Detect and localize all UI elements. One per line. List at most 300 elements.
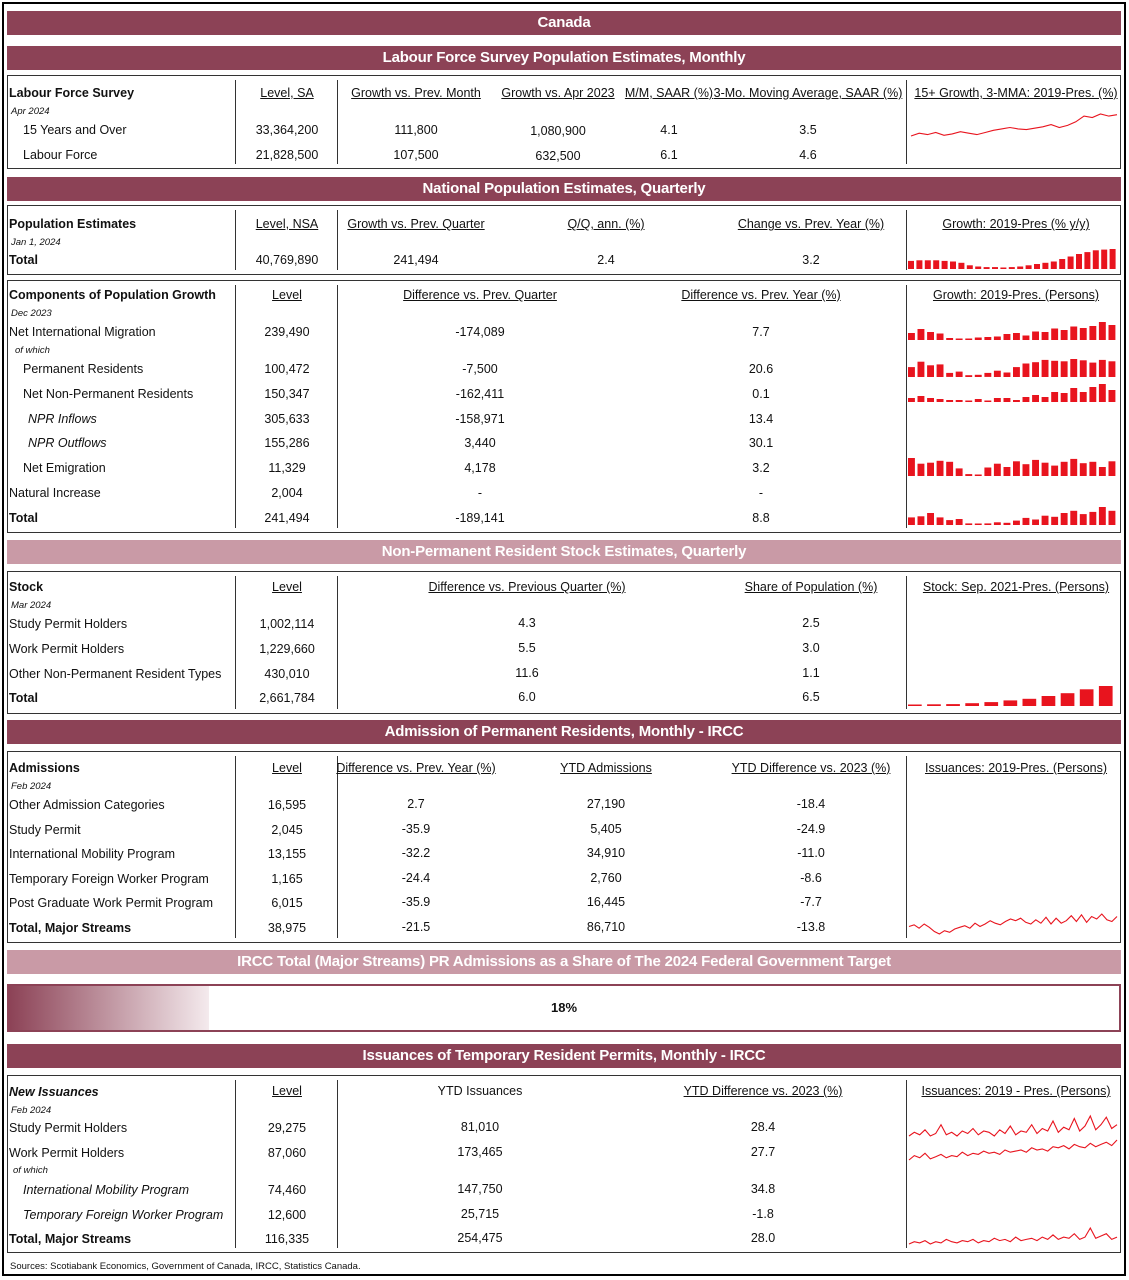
spark-bar bbox=[918, 396, 925, 402]
spark-bar bbox=[1070, 359, 1077, 377]
apr-row-label: Post Graduate Work Permit Program bbox=[9, 896, 214, 910]
spark-bar bbox=[1099, 360, 1106, 377]
spark-bar bbox=[975, 338, 982, 341]
cpg-cell: 239,490 bbox=[264, 325, 310, 339]
npe-col-level: Level, NSA bbox=[255, 217, 319, 231]
apr-cell: -18.4 bbox=[796, 797, 826, 811]
spark-bar bbox=[1051, 262, 1057, 270]
spark-bar bbox=[1004, 467, 1011, 476]
cpg-col-year: Difference vs. Prev. Year (%) bbox=[681, 288, 841, 302]
spark-bar bbox=[1023, 397, 1030, 402]
trp-cell: 25,715 bbox=[460, 1207, 500, 1221]
cpg-row-label: NPR Outflows bbox=[28, 436, 107, 450]
apr-cell: 16,445 bbox=[586, 895, 626, 909]
spark-bar bbox=[1061, 693, 1075, 706]
apr-cell: -11.0 bbox=[797, 846, 825, 860]
spark-bar bbox=[1076, 254, 1082, 269]
cpg-cell: 3,440 bbox=[464, 436, 496, 450]
npe-cell: 3.2 bbox=[802, 253, 820, 267]
trp-row-label: Total, Major Streams bbox=[9, 1232, 132, 1246]
spark-bar bbox=[1089, 462, 1096, 476]
npr-col-share: Share of Population (%) bbox=[744, 580, 878, 594]
spark-bar bbox=[1061, 462, 1068, 476]
trp-cell: 27.7 bbox=[750, 1145, 776, 1159]
spark-bar bbox=[958, 263, 964, 269]
cpg-cell: - bbox=[477, 486, 483, 500]
spark-bar bbox=[1023, 699, 1037, 706]
spark-bar bbox=[1080, 392, 1087, 402]
apr-cell: -35.9 bbox=[401, 822, 431, 836]
apr-section-title: Admission of Permanent Residents, Monthly - IRCC bbox=[7, 720, 1121, 744]
cpg-cell: 20.6 bbox=[748, 362, 774, 376]
apr-cell: 2.7 bbox=[407, 797, 425, 811]
cpg-cell: 305,633 bbox=[264, 412, 310, 426]
cpg-cell: 3.2 bbox=[752, 461, 770, 475]
spark-bar bbox=[1068, 257, 1074, 270]
trp-spark-total bbox=[908, 1226, 1118, 1246]
trp-cell: 28.0 bbox=[750, 1231, 776, 1245]
spark-bar bbox=[1032, 332, 1039, 341]
npr-sparkbars bbox=[908, 684, 1118, 706]
spark-bar bbox=[1004, 334, 1011, 340]
cpg-spark-emig bbox=[908, 456, 1118, 476]
lfs-row-label: Labour Force bbox=[23, 148, 98, 162]
spark-bar bbox=[965, 523, 972, 525]
spark-bar bbox=[975, 524, 982, 526]
cpg-row-label: Net Non-Permanent Residents bbox=[23, 387, 194, 401]
spark-bar bbox=[956, 339, 963, 341]
spark-bar bbox=[984, 702, 998, 706]
spark-bar bbox=[1080, 689, 1094, 706]
npe-chart-title: Growth: 2019-Pres (% y/y) bbox=[942, 217, 1090, 231]
trp-row-label: Work Permit Holders bbox=[9, 1146, 125, 1160]
spark-bar bbox=[1070, 459, 1077, 476]
apr-cell: 38,975 bbox=[267, 921, 307, 935]
lfs-cell: 111,800 bbox=[394, 123, 438, 137]
spark-bar bbox=[1013, 521, 1020, 525]
apr-cell: -8.6 bbox=[800, 871, 822, 885]
spark-bar bbox=[1013, 333, 1020, 340]
spark-bar bbox=[1061, 330, 1068, 340]
trp-cell: -1.8 bbox=[752, 1207, 774, 1221]
npe-cell: 40,769,890 bbox=[255, 253, 319, 267]
cpg-cell: -174,089 bbox=[455, 325, 505, 339]
npr-cell: 5.5 bbox=[518, 641, 536, 655]
spark-bar bbox=[908, 517, 915, 525]
npr-chart-title: Stock: Sep. 2021-Pres. (Persons) bbox=[922, 580, 1110, 594]
npr-row-label: Total bbox=[9, 691, 38, 705]
spark-bar bbox=[1000, 268, 1006, 270]
spark-bar bbox=[975, 375, 982, 377]
apr-cell: -13.8 bbox=[796, 920, 826, 934]
spark-bar bbox=[918, 329, 925, 340]
npr-col-diff: Difference vs. Previous Quarter (%) bbox=[428, 580, 626, 594]
cpg-spark-pr bbox=[908, 357, 1118, 377]
npe-head: Population Estimates bbox=[9, 217, 137, 231]
spark-bar bbox=[1032, 362, 1039, 377]
spark-bar bbox=[975, 267, 981, 270]
spark-bar bbox=[1013, 400, 1020, 402]
spark-bar bbox=[937, 364, 944, 377]
cpg-row-label: Permanent Residents bbox=[23, 362, 144, 376]
lfs-row-label: 15 Years and Over bbox=[23, 123, 127, 137]
npr-cell: 4.3 bbox=[518, 616, 536, 630]
apr-col-level: Level bbox=[272, 761, 302, 775]
cpg-spark-nim bbox=[908, 320, 1118, 340]
cpg-cell: 13.4 bbox=[748, 412, 774, 426]
spark-bar bbox=[918, 362, 925, 377]
spark-bar bbox=[1061, 393, 1068, 402]
spark-bar bbox=[1080, 328, 1087, 340]
cpg-col-quarter: Difference vs. Prev. Quarter bbox=[403, 288, 557, 302]
lfs-cell: 6.1 bbox=[660, 148, 678, 162]
lfs-cell: 107,500 bbox=[393, 148, 439, 162]
apr-cell: 27,190 bbox=[586, 797, 626, 811]
spark-bar bbox=[908, 398, 915, 402]
spark-bar bbox=[1109, 390, 1116, 402]
npr-cell: 2,661,784 bbox=[259, 691, 315, 705]
spark-bar bbox=[946, 704, 960, 706]
spark-bar bbox=[956, 400, 963, 402]
spark-bar bbox=[1051, 361, 1058, 377]
npr-date: Mar 2024 bbox=[11, 600, 52, 611]
spark-bar bbox=[1023, 464, 1030, 476]
npr-cell: 6.5 bbox=[802, 690, 820, 704]
cpg-cell: -158,971 bbox=[455, 412, 505, 426]
cpg-cell: -7,500 bbox=[462, 362, 498, 376]
trp-cell: 254,475 bbox=[457, 1231, 503, 1245]
trp-chart-title: Issuances: 2019 - Pres. (Persons) bbox=[921, 1084, 1111, 1098]
spark-bar bbox=[1099, 467, 1106, 476]
spark-bar bbox=[1109, 325, 1116, 340]
npr-cell: 6.0 bbox=[518, 690, 536, 704]
spark-line bbox=[911, 114, 1117, 136]
npe-sparkbars bbox=[908, 247, 1118, 269]
spark-bar bbox=[1023, 336, 1030, 341]
spark-bar bbox=[1004, 700, 1018, 706]
trp-spark-work bbox=[908, 1138, 1118, 1162]
spark-bar bbox=[946, 400, 953, 402]
spark-bar bbox=[1093, 250, 1099, 269]
npr-head: Stock bbox=[9, 580, 44, 594]
npr-cell: 1.1 bbox=[802, 666, 820, 680]
spark-bar bbox=[1099, 507, 1106, 525]
cpg-cell: -162,411 bbox=[455, 387, 505, 401]
spark-bar bbox=[965, 474, 972, 476]
cpg-cell: - bbox=[758, 486, 764, 500]
spark-bar bbox=[1099, 322, 1106, 340]
apr-row-label: Total, Major Streams bbox=[9, 921, 132, 935]
spark-bar bbox=[950, 262, 956, 270]
spark-bar bbox=[1089, 512, 1096, 525]
trp-of-which: of which bbox=[13, 1165, 48, 1176]
spark-bar bbox=[965, 401, 972, 403]
spark-bar bbox=[1051, 517, 1058, 525]
spark-bar bbox=[956, 372, 963, 377]
spark-bar bbox=[1013, 461, 1020, 476]
spark-bar bbox=[1061, 361, 1068, 377]
spark-bar bbox=[994, 522, 1001, 525]
apr-cell: 16,595 bbox=[267, 798, 307, 812]
spark-bar bbox=[1042, 696, 1056, 706]
npr-cell: 11.6 bbox=[515, 666, 539, 680]
spark-bar bbox=[994, 337, 1001, 341]
apr-row-label: Study Permit bbox=[9, 823, 81, 837]
cpg-chart-title: Growth: 2019-Pres. (Persons) bbox=[932, 288, 1100, 302]
trp-cell: 173,465 bbox=[457, 1145, 503, 1159]
spark-bar bbox=[916, 260, 922, 269]
cpg-cell: 4,178 bbox=[464, 461, 496, 475]
spark-bar bbox=[946, 462, 953, 476]
spark-bar bbox=[984, 337, 991, 340]
npr-row-label: Work Permit Holders bbox=[9, 642, 125, 656]
spark-bar bbox=[946, 520, 953, 525]
trp-cell: 29,275 bbox=[267, 1121, 307, 1135]
target-section-title: IRCC Total (Major Streams) PR Admissions as a Share of The 2024 Federal Government Target bbox=[7, 950, 1121, 974]
cpg-cell: 155,286 bbox=[264, 436, 310, 450]
spark-bar bbox=[975, 399, 982, 402]
apr-cell: -21.5 bbox=[401, 920, 431, 934]
apr-row-label: Other Admission Categories bbox=[9, 798, 165, 812]
spark-bar bbox=[1026, 265, 1032, 269]
trp-head: New Issuances bbox=[9, 1085, 99, 1099]
trp-row-label: Study Permit Holders bbox=[9, 1121, 128, 1135]
spark-bar bbox=[946, 373, 953, 377]
npr-cell: 1,002,114 bbox=[259, 617, 315, 631]
spark-bar bbox=[1109, 511, 1116, 525]
spark-bar bbox=[927, 704, 941, 706]
spark-bar bbox=[984, 401, 991, 403]
lfs-section-title: Labour Force Survey Population Estimates, Monthly bbox=[7, 46, 1121, 70]
lfs-cell: 632,500 bbox=[535, 149, 581, 163]
cpg-panel bbox=[7, 280, 1121, 533]
spark-bar bbox=[1032, 395, 1039, 402]
spark-bar bbox=[1042, 332, 1049, 340]
spark-bar bbox=[1099, 686, 1113, 706]
spark-bar bbox=[918, 516, 925, 525]
trp-cell: 87,060 bbox=[267, 1146, 307, 1160]
npr-row-label: Study Permit Holders bbox=[9, 617, 128, 631]
apr-col-ytd-diff: YTD Difference vs. 2023 (%) bbox=[731, 761, 891, 775]
lfs-col-growth-year: Growth vs. Apr 2023 bbox=[501, 86, 615, 100]
cpg-row-label: Net Emigration bbox=[23, 461, 106, 475]
trp-spark-study bbox=[908, 1114, 1118, 1138]
spark-bar bbox=[984, 523, 991, 525]
spark-bar bbox=[965, 375, 972, 377]
spark-bar bbox=[927, 463, 934, 476]
target-progress-value: 18% bbox=[550, 1000, 578, 1015]
spark-bar bbox=[965, 703, 979, 706]
cpg-row-label: Net International Migration bbox=[9, 325, 156, 339]
npe-date: Jan 1, 2024 bbox=[11, 237, 61, 248]
spark-bar bbox=[1009, 267, 1015, 269]
spark-bar bbox=[1084, 252, 1090, 269]
npr-col-level: Level bbox=[272, 580, 302, 594]
spark-bar bbox=[927, 398, 934, 402]
apr-cell: -32.2 bbox=[401, 846, 431, 860]
spark-bar bbox=[1004, 523, 1011, 525]
cpg-cell: 2,004 bbox=[271, 486, 303, 500]
spark-bar bbox=[1034, 264, 1040, 269]
spark-bar bbox=[946, 338, 953, 340]
cpg-cell: 241,494 bbox=[264, 511, 310, 525]
cpg-cell: 7.7 bbox=[752, 325, 770, 339]
trp-col-ytd: YTD Issuances bbox=[437, 1084, 523, 1098]
cpg-of-which: of which bbox=[15, 345, 50, 356]
spark-bar bbox=[1080, 514, 1087, 525]
apr-cell: 2,045 bbox=[271, 823, 303, 837]
apr-cell: -24.4 bbox=[401, 871, 431, 885]
spark-bar bbox=[1042, 397, 1049, 402]
spark-bar bbox=[937, 399, 944, 402]
sources-note: Sources: Scotiabank Economics, Government of Canada, IRCC, Statistics Canada. bbox=[10, 1261, 361, 1272]
apr-col-diff: Difference vs. Prev. Year (%) bbox=[336, 761, 496, 775]
spark-bar bbox=[1023, 518, 1030, 525]
spark-bar bbox=[908, 705, 922, 707]
npr-cell: 1,229,660 bbox=[259, 642, 315, 656]
apr-cell: 1,165 bbox=[271, 872, 303, 886]
apr-cell: 34,910 bbox=[586, 846, 626, 860]
spark-bar bbox=[984, 468, 991, 477]
cpg-cell: 150,347 bbox=[264, 387, 310, 401]
spark-bar bbox=[992, 267, 998, 269]
spark-bar bbox=[925, 260, 931, 269]
spark-bar bbox=[967, 265, 973, 269]
spark-bar bbox=[1089, 363, 1096, 377]
trp-row-label: International Mobility Program bbox=[23, 1183, 190, 1197]
npr-section-title: Non-Permanent Resident Stock Estimates, Quarterly bbox=[7, 540, 1121, 564]
spark-bar bbox=[1051, 392, 1058, 402]
lfs-chart-title: 15+ Growth, 3-MMA: 2019-Pres. (%) bbox=[914, 86, 1118, 100]
cpg-row-label: Natural Increase bbox=[9, 486, 101, 500]
spark-bar bbox=[965, 339, 972, 341]
spark-bar bbox=[927, 365, 934, 377]
apr-cell: -24.9 bbox=[796, 822, 826, 836]
npe-total-label: Total bbox=[9, 253, 38, 267]
apr-cell: -7.7 bbox=[800, 895, 822, 909]
spark-bar bbox=[942, 261, 948, 269]
cpg-date: Dec 2023 bbox=[11, 308, 52, 319]
npr-cell: 3.0 bbox=[802, 641, 820, 655]
spark-bar bbox=[1051, 466, 1058, 476]
spark-bar bbox=[1042, 263, 1048, 269]
cpg-row-label: Total bbox=[9, 511, 38, 525]
apr-cell: 2,760 bbox=[590, 871, 622, 885]
spark-bar bbox=[908, 367, 915, 377]
target-progress-bar bbox=[7, 984, 1121, 1032]
trp-cell: 12,600 bbox=[267, 1208, 307, 1222]
cpg-cell: -189,141 bbox=[455, 511, 505, 525]
apr-head: Admissions bbox=[9, 761, 80, 775]
spark-bar bbox=[994, 398, 1001, 402]
trp-cell: 34.8 bbox=[750, 1182, 776, 1196]
spark-bar bbox=[937, 461, 944, 476]
cpg-cell: 8.8 bbox=[752, 511, 770, 525]
lfs-cell: 4.6 bbox=[799, 148, 817, 162]
apr-cell: 6,015 bbox=[271, 896, 303, 910]
spark-bar bbox=[1042, 360, 1049, 377]
spark-bar bbox=[1061, 513, 1068, 525]
lfs-col-3mma: 3-Mo. Moving Average, SAAR (%) bbox=[713, 86, 903, 100]
lfs-head: Labour Force Survey bbox=[9, 86, 135, 100]
spark-bar bbox=[937, 517, 944, 525]
apr-chart-title: Issuances: 2019-Pres. (Persons) bbox=[924, 761, 1108, 775]
spark-line bbox=[909, 1140, 1117, 1160]
spark-bar bbox=[908, 333, 915, 340]
cpg-row-label: NPR Inflows bbox=[28, 412, 97, 426]
spark-bar bbox=[1109, 461, 1116, 476]
spark-bar bbox=[1099, 384, 1106, 402]
apr-cell: 86,710 bbox=[586, 920, 626, 934]
spark-bar bbox=[1004, 373, 1011, 378]
spark-bar bbox=[908, 261, 914, 269]
apr-row-label: International Mobility Program bbox=[9, 847, 176, 861]
apr-cell: 5,405 bbox=[590, 822, 622, 836]
apr-date: Feb 2024 bbox=[11, 781, 52, 792]
spark-bar bbox=[1032, 520, 1039, 526]
lfs-sparkline bbox=[910, 112, 1118, 138]
spark-line bbox=[909, 1228, 1117, 1244]
spark-line bbox=[909, 914, 1117, 934]
spark-bar bbox=[994, 464, 1001, 476]
cpg-spark-total bbox=[908, 505, 1118, 525]
spark-bar bbox=[956, 468, 963, 476]
npr-cell: 2.5 bbox=[802, 616, 820, 630]
spark-bar bbox=[927, 513, 934, 525]
spark-bar bbox=[1080, 360, 1087, 377]
lfs-cell: 1,080,900 bbox=[530, 124, 586, 138]
spark-bar bbox=[1080, 463, 1087, 476]
spark-bar bbox=[975, 475, 982, 477]
cpg-cell: 0.1 bbox=[752, 387, 770, 401]
spark-bar bbox=[1109, 361, 1116, 377]
trp-date: Feb 2024 bbox=[11, 1105, 52, 1116]
trp-col-ytd-diff: YTD Difference vs. 2023 (%) bbox=[683, 1084, 843, 1098]
spark-bar bbox=[908, 458, 915, 476]
lfs-col-level: Level, SA bbox=[260, 86, 314, 100]
spark-line bbox=[909, 1116, 1117, 1136]
cpg-cell: 100,472 bbox=[264, 362, 310, 376]
apr-sparkline bbox=[908, 912, 1118, 936]
npe-section-title: National Population Estimates, Quarterly bbox=[7, 177, 1121, 201]
report-title: Canada bbox=[7, 11, 1121, 35]
trp-cell: 147,750 bbox=[457, 1182, 503, 1196]
trp-col-level: Level bbox=[272, 1084, 302, 1098]
spark-bar bbox=[1042, 516, 1049, 525]
lfs-cell: 4.1 bbox=[660, 123, 678, 137]
spark-bar bbox=[1070, 511, 1077, 525]
npe-cell: 241,494 bbox=[393, 253, 439, 267]
apr-cell: -35.9 bbox=[401, 895, 431, 909]
npe-cell: 2.4 bbox=[597, 253, 615, 267]
lfs-col-mm: M/M, SAAR (%) bbox=[624, 86, 714, 100]
trp-cell: 81,010 bbox=[460, 1120, 500, 1134]
trp-section-title: Issuances of Temporary Resident Permits, Monthly - IRCC bbox=[7, 1044, 1121, 1068]
cpg-col-level: Level bbox=[272, 288, 302, 302]
lfs-col-growth-month: Growth vs. Prev. Month bbox=[351, 86, 481, 100]
spark-bar bbox=[1070, 388, 1077, 402]
spark-bar bbox=[1013, 367, 1020, 377]
spark-bar bbox=[1089, 387, 1096, 402]
lfs-date: Apr 2024 bbox=[11, 106, 50, 117]
spark-bar bbox=[918, 464, 925, 476]
npe-col-yy: Change vs. Prev. Year (%) bbox=[737, 217, 885, 231]
spark-bar bbox=[1101, 250, 1107, 269]
spark-bar bbox=[1023, 364, 1030, 378]
trp-row-label: Temporary Foreign Worker Program bbox=[23, 1208, 224, 1222]
spark-bar bbox=[994, 371, 1001, 377]
cpg-cell: 11,329 bbox=[268, 461, 306, 475]
